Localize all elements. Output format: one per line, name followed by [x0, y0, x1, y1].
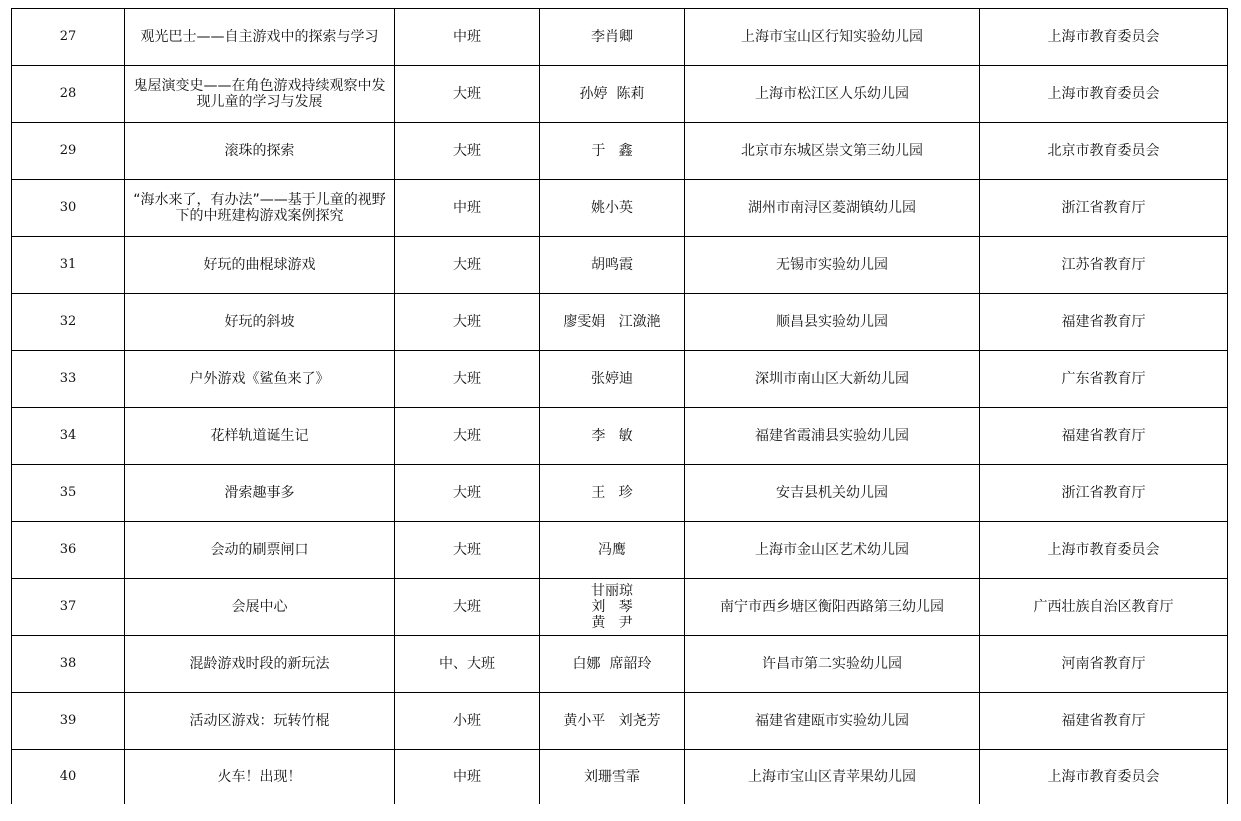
table-row [12, 408, 1228, 465]
row-number-cell: 31 [12, 237, 125, 294]
author-line: 甘丽琼 [591, 583, 633, 599]
class-level-cell: 大班 [395, 123, 540, 180]
kindergarten-cell: 上海市金山区艺术幼儿园 [685, 522, 980, 579]
kindergarten-cell: 福建省霞浦县实验幼儿园 [685, 408, 980, 465]
table-row [12, 66, 1228, 123]
recommending-unit-cell: 江苏省教育厅 [980, 237, 1228, 294]
award-table [11, 8, 1228, 804]
class-level-cell: 大班 [395, 66, 540, 123]
class-level-cell: 中、大班 [395, 636, 540, 693]
recommending-unit-cell: 福建省教育厅 [980, 294, 1228, 351]
row-number-cell: 32 [12, 294, 125, 351]
authors-cell: 廖雯娟 江潋滟 [540, 294, 685, 351]
case-title-cell: 混龄游戏时段的新玩法 [125, 636, 395, 693]
recommending-unit-cell: 广东省教育厅 [980, 351, 1228, 408]
class-level-cell: 大班 [395, 237, 540, 294]
case-title-cell: 花样轨道诞生记 [125, 408, 395, 465]
class-level-cell: 大班 [395, 579, 540, 636]
case-title-cell: 会动的刷票闸口 [125, 522, 395, 579]
row-number-cell: 40 [12, 750, 125, 805]
table-row [12, 522, 1228, 579]
recommending-unit-cell: 浙江省教育厅 [980, 180, 1228, 237]
case-title-cell: 鬼屋演变史——在角色游戏持续观察中发现儿童的学习与发展 [125, 66, 395, 123]
authors-cell: 李 敏 [540, 408, 685, 465]
table-row [12, 9, 1228, 66]
authors-cell: 姚小英 [540, 180, 685, 237]
authors-cell: 李肖卿 [540, 9, 685, 66]
authors-cell: 刘珊雪霏 [540, 750, 685, 805]
kindergarten-cell: 上海市松江区人乐幼儿园 [685, 66, 980, 123]
case-title-cell: 滑索趣事多 [125, 465, 395, 522]
kindergarten-cell: 许昌市第二实验幼儿园 [685, 636, 980, 693]
row-number-cell: 36 [12, 522, 125, 579]
table-row [12, 237, 1228, 294]
authors-cell: 胡鸣霞 [540, 237, 685, 294]
table-row [12, 636, 1228, 693]
recommending-unit-cell: 广西壮族自治区教育厅 [980, 579, 1228, 636]
case-title-cell: 户外游戏《鲨鱼来了》 [125, 351, 395, 408]
author-line: 刘 琴 [591, 599, 633, 615]
recommending-unit-cell: 浙江省教育厅 [980, 465, 1228, 522]
author-line: 黄 尹 [591, 615, 633, 631]
class-level-cell: 大班 [395, 465, 540, 522]
kindergarten-cell: 湖州市南浔区菱湖镇幼儿园 [685, 180, 980, 237]
row-number-cell: 29 [12, 123, 125, 180]
case-title-cell: 观光巴士——自主游戏中的探索与学习 [125, 9, 395, 66]
table-row [12, 180, 1228, 237]
table-row [12, 693, 1228, 750]
kindergarten-cell: 深圳市南山区大新幼儿园 [685, 351, 980, 408]
row-number-cell: 30 [12, 180, 125, 237]
case-title-cell: 滚珠的探索 [125, 123, 395, 180]
authors-cell: 张婷迪 [540, 351, 685, 408]
authors-cell: 孙婷 陈莉 [540, 66, 685, 123]
authors-cell [540, 579, 685, 636]
case-title-cell: 好玩的曲棍球游戏 [125, 237, 395, 294]
row-number-cell: 28 [12, 66, 125, 123]
row-number-cell: 27 [12, 9, 125, 66]
authors-cell: 白娜 席韶玲 [540, 636, 685, 693]
recommending-unit-cell: 福建省教育厅 [980, 693, 1228, 750]
row-number-cell: 34 [12, 408, 125, 465]
kindergarten-cell: 顺昌县实验幼儿园 [685, 294, 980, 351]
authors-cell: 于 鑫 [540, 123, 685, 180]
class-level-cell: 大班 [395, 408, 540, 465]
class-level-cell: 中班 [395, 750, 540, 805]
row-number-cell: 38 [12, 636, 125, 693]
recommending-unit-cell: 上海市教育委员会 [980, 66, 1228, 123]
class-level-cell: 大班 [395, 522, 540, 579]
class-level-cell: 大班 [395, 294, 540, 351]
row-number-cell: 39 [12, 693, 125, 750]
case-title-cell: 活动区游戏：玩转竹棍 [125, 693, 395, 750]
case-title-cell: 火车！出现！ [125, 750, 395, 805]
case-title-cell: “海水来了，有办法”——基于儿童的视野下的中班建构游戏案例探究 [125, 180, 395, 237]
authors-cell: 冯鹰 [540, 522, 685, 579]
recommending-unit-cell: 河南省教育厅 [980, 636, 1228, 693]
row-number-cell: 37 [12, 579, 125, 636]
table-row [12, 294, 1228, 351]
recommending-unit-cell: 上海市教育委员会 [980, 522, 1228, 579]
table-row [12, 579, 1228, 636]
kindergarten-cell: 福建省建瓯市实验幼儿园 [685, 693, 980, 750]
table-row [12, 123, 1228, 180]
recommending-unit-cell: 上海市教育委员会 [980, 9, 1228, 66]
authors-cell: 黄小平 刘尧芳 [540, 693, 685, 750]
kindergarten-cell: 北京市东城区崇文第三幼儿园 [685, 123, 980, 180]
row-number-cell: 35 [12, 465, 125, 522]
recommending-unit-cell: 北京市教育委员会 [980, 123, 1228, 180]
table-row [12, 351, 1228, 408]
authors-cell: 王 珍 [540, 465, 685, 522]
recommending-unit-cell: 福建省教育厅 [980, 408, 1228, 465]
table-row [12, 465, 1228, 522]
case-title-cell: 会展中心 [125, 579, 395, 636]
table-row [12, 750, 1228, 805]
kindergarten-cell: 无锡市实验幼儿园 [685, 237, 980, 294]
class-level-cell: 小班 [395, 693, 540, 750]
class-level-cell: 大班 [395, 351, 540, 408]
row-number-cell: 33 [12, 351, 125, 408]
table-body [12, 9, 1228, 805]
recommending-unit-cell: 上海市教育委员会 [980, 750, 1228, 805]
class-level-cell: 中班 [395, 180, 540, 237]
class-level-cell: 中班 [395, 9, 540, 66]
kindergarten-cell: 安吉县机关幼儿园 [685, 465, 980, 522]
case-title-cell: 好玩的斜坡 [125, 294, 395, 351]
kindergarten-cell: 上海市宝山区行知实验幼儿园 [685, 9, 980, 66]
kindergarten-cell: 上海市宝山区青苹果幼儿园 [685, 750, 980, 805]
kindergarten-cell: 南宁市西乡塘区衡阳西路第三幼儿园 [685, 579, 980, 636]
